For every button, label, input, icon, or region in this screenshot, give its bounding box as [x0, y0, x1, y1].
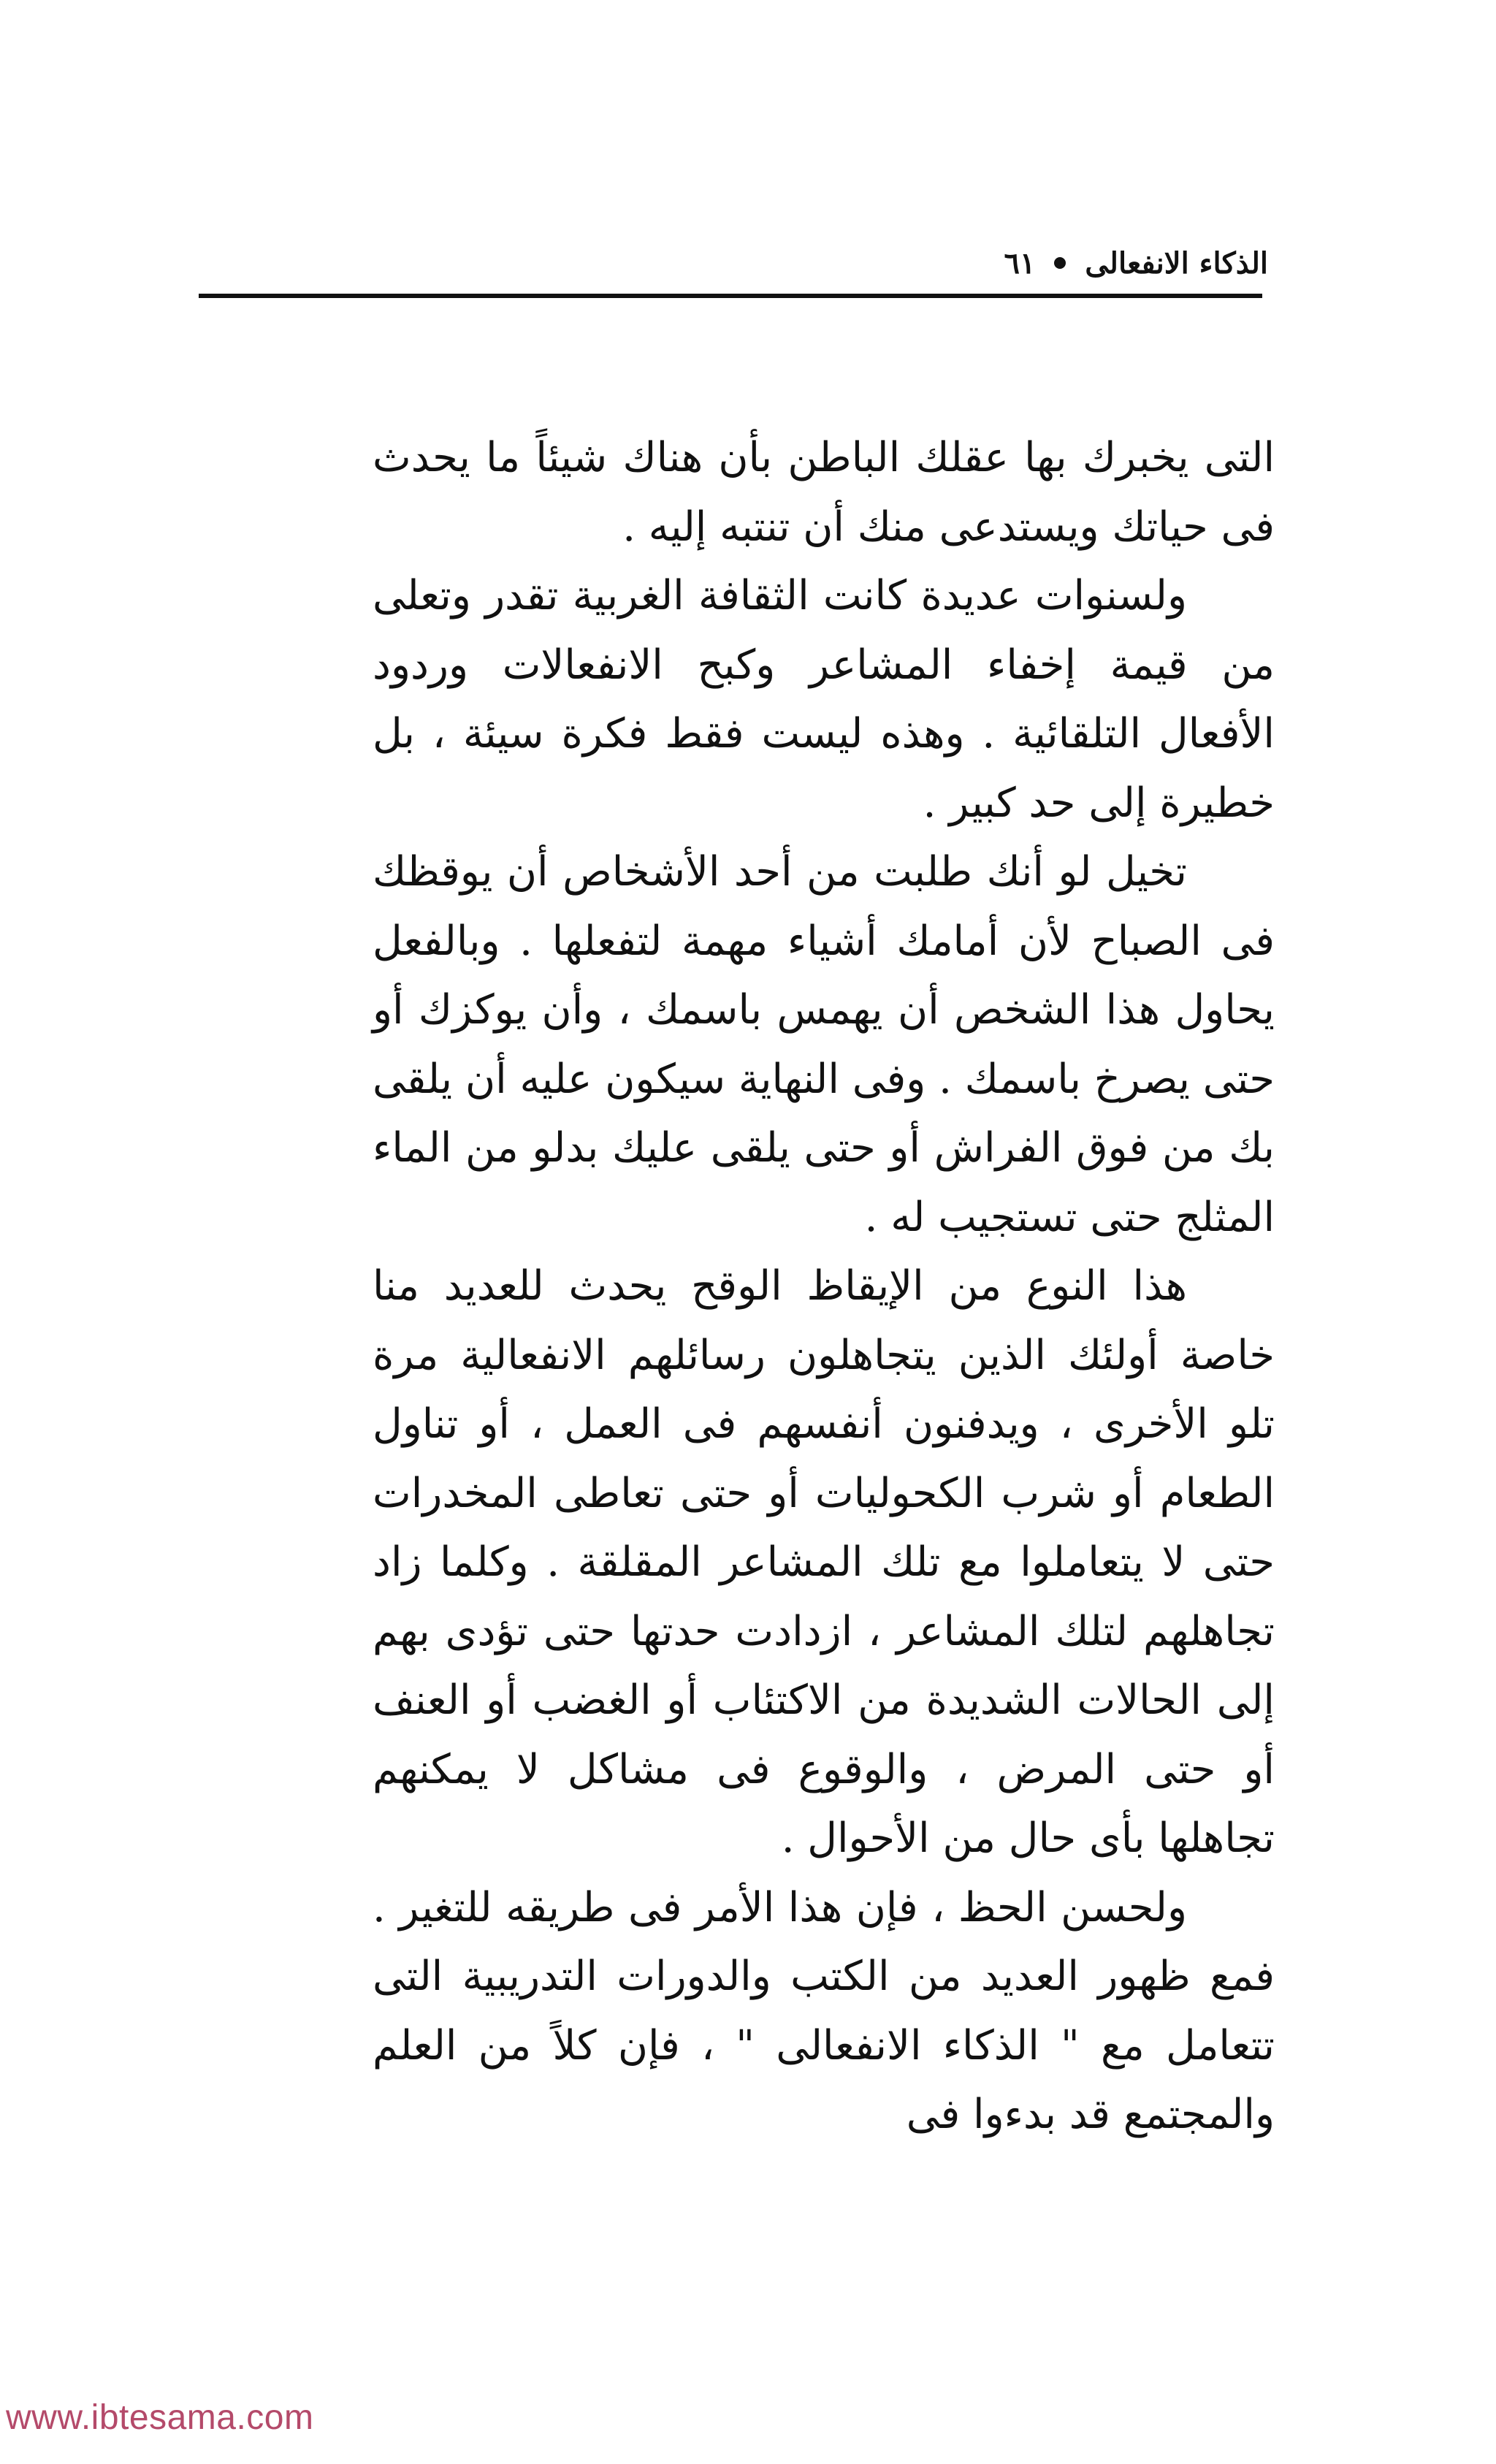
paragraph-2: ولسنوات عديدة كانت الثقافة الغربية تقدر وتعلى من قيمة إخفاء المشاعر وكبح الانفعالات وردود الأفعال التلقائية . وهذه ليست فقط فكرة سيئة ، بل خطيرة إلى حد كبير .	[373, 572, 1275, 827]
page-header	[203, 237, 1268, 289]
body-text	[373, 424, 1275, 2150]
paragraph-4: هذا النوع من الإيقاظ الوقح يحدث للعديد منا خاصة أولئك الذين يتجاهلون رسائلهم الانفعالية مرة تلو الأخرى ، ويدفنون أنفسهم فى العمل ، أو تناول الطعام أو شرب الكحوليات أو حتى تعاطى المخدرات حتى لا يتعاملوا مع تلك المشاعر المقلقة . وكلما زاد تجاهلهم لتلك المشاعر ، ازدادت حدتها حتى تؤدى بهم إلى الحالات الشديدة من الاكتئاب أو الغضب أو العنف أو حتى المرض ، والوقوع فى مشاكل لا يمكنهم تجاهلها بأى حال من الأحوال .	[373, 1262, 1275, 1862]
page-number: ٦١	[1004, 245, 1036, 281]
paragraph-3: تخيل لو أنك طلبت من أحد الأشخاص أن يوقظك فى الصباح لأن أمامك أشياء مهمة لتفعلها . وبالفعل يحاول هذا الشخص أن يهمس باسمك ، وأن يوكزك أو حتى يصرخ باسمك . وفى النهاية سيكون عليه أن يلقى بك من فوق الفراش أو حتى يلقى عليك بدلو من الماء المثلج حتى تستجيب له .	[373, 848, 1275, 1241]
paragraph-5: ولحسن الحظ ، فإن هذا الأمر فى طريقه للتغير . فمع ظهور العديد من الكتب والدورات التدريبية التى تتعامل مع " الذكاء الانفعالى " ، فإن كلاً من العلم والمجتمع قد بدءوا فى	[373, 1883, 1275, 2138]
bullet-icon	[1054, 257, 1066, 269]
running-title: الذكاء الانفعالى	[1085, 245, 1268, 281]
watermark-link[interactable]: www.ibtesama.com	[6, 2398, 314, 2437]
paragraph-1: التى يخبرك بها عقلك الباطن بأن هناك شيئاً ما يحدث فى حياتك ويستدعى منك أن تنتبه إليه .	[373, 434, 1275, 551]
header-divider	[199, 294, 1262, 298]
